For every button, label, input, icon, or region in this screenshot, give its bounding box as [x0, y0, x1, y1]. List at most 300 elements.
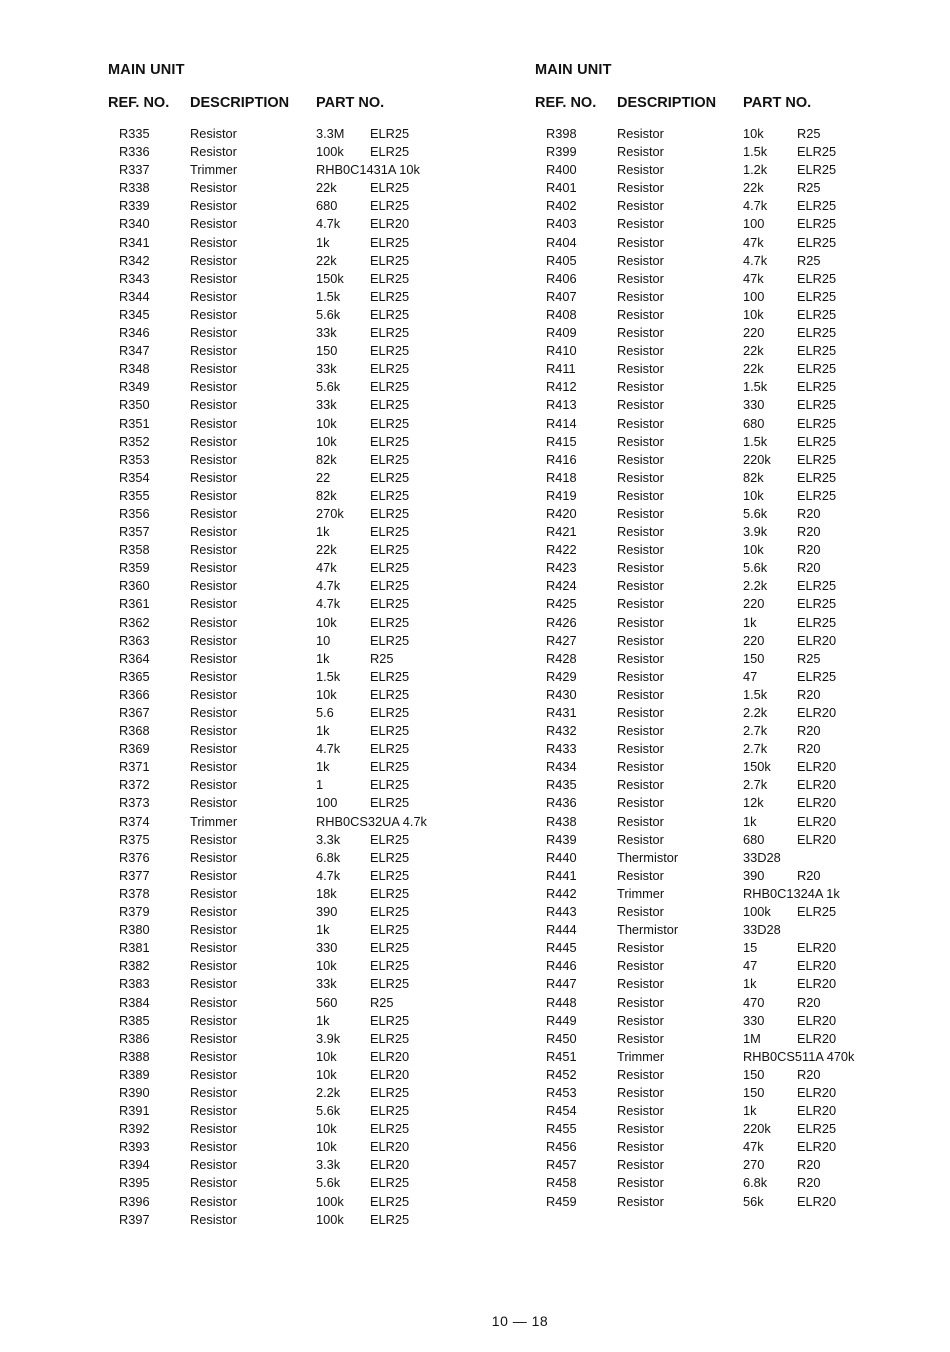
- table-row: [535, 686, 821, 704]
- description-cell: Resistor: [190, 958, 237, 974]
- table-row: [108, 957, 410, 975]
- table-row: [108, 360, 410, 378]
- part-type-cell: ELR25: [370, 705, 410, 720]
- part-value-cell: 150: [316, 343, 338, 359]
- part-value-cell: 10k: [316, 1139, 337, 1155]
- ref-no-cell: R438: [546, 813, 577, 829]
- table-row: [108, 1048, 410, 1066]
- part-type-cell: ELR25: [370, 379, 410, 395]
- part-value-cell: 6.8k: [743, 1175, 768, 1191]
- part-value-cell: 22k: [316, 252, 337, 268]
- description-cell: Resistor: [190, 270, 237, 286]
- part-type-cell: ELR25: [797, 162, 837, 178]
- description-cell: Resistor: [190, 976, 237, 992]
- table-row: [108, 740, 410, 758]
- table-row: [535, 595, 837, 613]
- table-row: [108, 614, 410, 632]
- part-type-cell: ELR20: [797, 958, 837, 974]
- part-type-cell: R25: [370, 650, 394, 666]
- part-value-cell: 1.5k: [316, 288, 341, 304]
- description-cell: Resistor: [190, 560, 237, 576]
- ref-no-cell: R412: [546, 379, 577, 395]
- part-value-cell: 3.3M: [316, 126, 345, 141]
- description-cell: Resistor: [190, 578, 237, 594]
- part-value-cell: 4.7k: [316, 596, 341, 612]
- ref-no-cell: R427: [546, 632, 577, 648]
- description-cell: Resistor: [190, 1030, 237, 1046]
- part-value-cell: 390: [743, 867, 765, 883]
- part-type-cell: ELR20: [797, 940, 837, 956]
- table-row: [108, 939, 410, 957]
- part-value-cell: 680: [316, 198, 338, 214]
- ref-no-cell: R409: [546, 325, 577, 341]
- part-value-cell: 18k: [316, 885, 337, 901]
- description-cell: Resistor: [190, 705, 237, 720]
- table-row: [108, 306, 410, 324]
- description-cell: Resistor: [617, 288, 664, 304]
- description-cell: Resistor: [190, 596, 237, 612]
- ref-no-cell: R419: [546, 487, 577, 503]
- description-cell: Resistor: [190, 885, 237, 901]
- part-type-cell: ELR25: [370, 505, 410, 521]
- part-value-cell: 150: [743, 1066, 765, 1082]
- part-type-cell: ELR25: [797, 614, 837, 630]
- ref-no-cell: R450: [546, 1030, 577, 1046]
- part-type-cell: ELR20: [797, 1139, 837, 1155]
- part-value-cell: 47k: [743, 270, 764, 286]
- part-value-cell: 33k: [316, 397, 337, 413]
- table-row: [535, 1174, 821, 1192]
- header-description: DESCRIPTION: [190, 95, 290, 111]
- part-type-cell: ELR20: [797, 632, 837, 648]
- table-row: [535, 215, 837, 233]
- description-cell: Resistor: [190, 1012, 237, 1028]
- part-value-cell: 3.3k: [316, 1157, 341, 1173]
- description-cell: Resistor: [617, 1012, 664, 1028]
- part-value-cell: 10k: [316, 958, 337, 974]
- part-value-cell: 12k: [743, 795, 764, 811]
- ref-no-cell: R361: [119, 596, 150, 612]
- part-type-cell: ELR25: [370, 180, 410, 196]
- description-cell: Trimmer: [617, 1048, 665, 1064]
- unit-title: MAIN UNIT: [535, 62, 612, 78]
- part-value-cell: 1k: [316, 650, 330, 666]
- ref-no-cell: R369: [119, 741, 150, 757]
- ref-no-cell: R366: [119, 686, 150, 702]
- part-value-cell: 1.5k: [743, 433, 768, 449]
- part-value-cell: 10k: [743, 487, 764, 503]
- table-row: [535, 957, 837, 975]
- ref-no-cell: R345: [119, 306, 150, 322]
- ref-no-cell: R413: [546, 397, 577, 413]
- ref-no-cell: R410: [546, 343, 577, 359]
- part-type-cell: ELR25: [370, 723, 410, 739]
- table-row: [108, 197, 410, 215]
- part-type-cell: ELR25: [370, 1012, 410, 1028]
- part-value-cell: 100k: [743, 904, 771, 920]
- description-cell: Resistor: [617, 270, 664, 286]
- description-cell: Trimmer: [617, 885, 665, 901]
- ref-no-cell: R364: [119, 650, 150, 666]
- part-type-cell: ELR25: [370, 596, 410, 612]
- table-row: [108, 143, 410, 161]
- ref-no-cell: R433: [546, 741, 577, 757]
- part-type-cell: ELR25: [370, 288, 410, 304]
- description-cell: Resistor: [190, 1211, 237, 1227]
- table-row: [535, 577, 837, 595]
- ref-no-cell: R376: [119, 849, 150, 865]
- part-type-cell: ELR25: [797, 487, 837, 503]
- part-value-cell: 22k: [316, 542, 337, 558]
- part-type-cell: ELR25: [370, 849, 410, 865]
- part-type-cell: ELR25: [370, 415, 410, 431]
- ref-no-cell: R350: [119, 397, 150, 413]
- ref-no-cell: R415: [546, 433, 577, 449]
- ref-no-cell: R371: [119, 759, 150, 775]
- table-row: [108, 722, 410, 740]
- description-cell: Resistor: [190, 252, 237, 268]
- part-value-cell: 220k: [743, 1121, 771, 1137]
- part-type-cell: ELR25: [370, 451, 410, 467]
- ref-no-cell: R458: [546, 1175, 577, 1191]
- part-value-cell: 33k: [316, 976, 337, 992]
- table-row: [535, 125, 821, 143]
- ref-no-cell: R408: [546, 306, 577, 322]
- table-row: [535, 433, 837, 451]
- part-type-cell: R20: [797, 542, 821, 558]
- ref-no-cell: R383: [119, 976, 150, 992]
- part-type-cell: ELR25: [370, 144, 410, 160]
- table-row: [535, 650, 821, 668]
- ref-no-cell: R420: [546, 505, 577, 521]
- table-row: [108, 270, 410, 288]
- part-value-cell: 33D28: [743, 849, 781, 865]
- ref-no-cell: R439: [546, 831, 577, 847]
- description-cell: Resistor: [190, 361, 237, 377]
- part-type-cell: R25: [797, 650, 821, 666]
- table-row: [108, 668, 410, 686]
- description-cell: Resistor: [190, 994, 237, 1010]
- table-row: [108, 487, 410, 505]
- ref-no-cell: R349: [119, 379, 150, 395]
- part-type-cell: ELR25: [370, 922, 410, 938]
- ref-no-cell: R363: [119, 632, 150, 648]
- part-type-cell: ELR25: [370, 542, 410, 558]
- part-value-cell: 1k: [743, 813, 757, 829]
- part-type-cell: R25: [797, 180, 821, 196]
- table-row: [535, 921, 781, 939]
- ref-no-cell: R405: [546, 252, 577, 268]
- description-cell: Resistor: [190, 686, 237, 702]
- header-ref-no: REF. NO.: [108, 95, 170, 111]
- part-type-cell: ELR25: [797, 596, 837, 612]
- description-cell: Resistor: [617, 487, 664, 503]
- ref-no-cell: R372: [119, 777, 150, 793]
- part-value-cell: 4.7k: [316, 867, 341, 883]
- ref-no-cell: R447: [546, 976, 577, 992]
- part-value-cell: 5.6: [316, 705, 334, 720]
- part-type-cell: ELR20: [797, 1012, 837, 1028]
- table-row: [535, 161, 837, 179]
- table-row: [535, 1066, 821, 1084]
- description-cell: Resistor: [617, 1103, 664, 1119]
- description-cell: Resistor: [190, 1175, 237, 1191]
- part-type-cell: ELR25: [797, 325, 837, 341]
- part-value-cell: 100k: [316, 1211, 344, 1227]
- ref-no-cell: R396: [119, 1193, 150, 1209]
- part-value-cell: 5.6k: [316, 379, 341, 395]
- table-row: [535, 939, 837, 957]
- table-row: [535, 668, 837, 686]
- part-value-cell: 390: [316, 904, 338, 920]
- part-type-cell: R25: [797, 252, 821, 268]
- part-value-cell: 220k: [743, 451, 771, 467]
- ref-no-cell: R425: [546, 596, 577, 612]
- description-cell: Resistor: [617, 306, 664, 322]
- table-row: [108, 234, 410, 252]
- description-cell: Resistor: [190, 144, 237, 160]
- part-type-cell: ELR25: [370, 831, 410, 847]
- ref-no-cell: R393: [119, 1139, 150, 1155]
- table-row: [535, 451, 837, 469]
- ref-no-cell: R336: [119, 144, 150, 160]
- part-value-cell: 4.7k: [316, 741, 341, 757]
- table-row: [108, 794, 410, 812]
- part-type-cell: ELR25: [370, 198, 410, 214]
- table-row: [535, 849, 781, 867]
- part-type-cell: ELR25: [370, 306, 410, 322]
- table-row: [108, 577, 410, 595]
- header-description: DESCRIPTION: [617, 95, 717, 111]
- part-type-cell: ELR25: [370, 1030, 410, 1046]
- table-row: [535, 415, 837, 433]
- part-value-cell: 47: [743, 668, 758, 684]
- part-value-cell: 6.8k: [316, 849, 341, 865]
- description-cell: Resistor: [617, 1139, 664, 1155]
- description-cell: Resistor: [190, 542, 237, 558]
- part-value-cell: 1.5k: [743, 686, 768, 702]
- ref-no-cell: R443: [546, 904, 577, 920]
- part-value-cell: 560: [316, 994, 338, 1010]
- ref-no-cell: R406: [546, 270, 577, 286]
- ref-no-cell: R444: [546, 922, 577, 938]
- part-type-cell: R20: [797, 560, 821, 576]
- table-row: [535, 324, 837, 342]
- part-type-cell: ELR25: [370, 252, 410, 268]
- ref-no-cell: R360: [119, 578, 150, 594]
- ref-no-cell: R391: [119, 1103, 150, 1119]
- part-type-cell: ELR25: [370, 741, 410, 757]
- table-row: [535, 975, 837, 993]
- part-value-cell: 1k: [316, 234, 330, 250]
- part-value-cell: 1k: [743, 614, 757, 630]
- part-value-cell: 1k: [743, 976, 757, 992]
- table-row: [535, 831, 837, 849]
- description-cell: Resistor: [190, 940, 237, 956]
- part-value-cell: 1.5k: [743, 144, 768, 160]
- table-row: [535, 505, 821, 523]
- part-type-cell: R20: [797, 505, 821, 521]
- parts-rows: [535, 125, 855, 1211]
- part-type-cell: ELR20: [797, 976, 837, 992]
- part-type-cell: ELR25: [797, 343, 837, 359]
- table-row: [535, 270, 837, 288]
- description-cell: Resistor: [190, 505, 237, 521]
- description-cell: Resistor: [190, 1103, 237, 1119]
- description-cell: Resistor: [190, 1121, 237, 1137]
- table-row: [108, 252, 410, 270]
- table-row: [108, 686, 410, 704]
- part-type-cell: ELR25: [370, 668, 410, 684]
- description-cell: Resistor: [190, 795, 237, 811]
- table-row: [108, 885, 410, 903]
- part-type-cell: R20: [797, 723, 821, 739]
- part-value-cell: 82k: [743, 469, 764, 485]
- part-value-cell: 10k: [743, 306, 764, 322]
- table-row: [535, 1084, 837, 1102]
- description-cell: Resistor: [617, 578, 664, 594]
- part-value-cell: 5.6k: [316, 306, 341, 322]
- part-type-cell: ELR25: [797, 1121, 837, 1137]
- part-type-cell: ELR20: [797, 759, 837, 775]
- ref-no-cell: R377: [119, 867, 150, 883]
- part-type-cell: ELR25: [797, 433, 837, 449]
- ref-no-cell: R367: [119, 705, 150, 720]
- table-row: [108, 161, 420, 179]
- ref-no-cell: R402: [546, 198, 577, 214]
- part-value-cell: 1: [316, 777, 324, 793]
- ref-no-cell: R453: [546, 1084, 577, 1100]
- table-row: [535, 704, 837, 722]
- part-type-cell: ELR25: [797, 379, 837, 395]
- table-row: [535, 396, 837, 414]
- part-value-cell: 56k: [743, 1193, 764, 1209]
- table-row: [108, 1102, 410, 1120]
- ref-no-cell: R380: [119, 922, 150, 938]
- table-row: [108, 758, 410, 776]
- part-type-cell: ELR25: [370, 958, 410, 974]
- part-type-cell: ELR20: [797, 1193, 837, 1209]
- ref-no-cell: R452: [546, 1066, 577, 1082]
- ref-no-cell: R441: [546, 867, 577, 883]
- description-cell: Resistor: [190, 397, 237, 413]
- table-row: [108, 1211, 410, 1229]
- part-value-cell: 22: [316, 469, 331, 485]
- description-cell: Resistor: [190, 1084, 237, 1100]
- part-type-cell: ELR25: [370, 325, 410, 341]
- description-cell: Resistor: [190, 650, 237, 666]
- description-cell: Resistor: [617, 958, 664, 974]
- ref-no-cell: R407: [546, 288, 577, 304]
- description-cell: Resistor: [190, 759, 237, 775]
- table-row: [535, 722, 821, 740]
- part-value-cell: 150: [743, 650, 765, 666]
- part-value-cell: 10k: [316, 1121, 337, 1137]
- description-cell: Resistor: [190, 632, 237, 648]
- ref-no-cell: R386: [119, 1030, 150, 1046]
- description-cell: Resistor: [617, 126, 664, 141]
- part-value-cell: RHB0CS511A 470k: [743, 1048, 855, 1064]
- part-value-cell: 22k: [743, 343, 764, 359]
- ref-no-cell: R422: [546, 542, 577, 558]
- table-row: [108, 632, 410, 650]
- ref-no-cell: R414: [546, 415, 577, 431]
- description-cell: Resistor: [617, 252, 664, 268]
- description-cell: Resistor: [190, 777, 237, 793]
- ref-no-cell: R341: [119, 234, 150, 250]
- part-value-cell: 15: [743, 940, 758, 956]
- part-value-cell: 10k: [743, 126, 764, 141]
- description-cell: Resistor: [190, 487, 237, 503]
- table-row: [535, 885, 840, 903]
- description-cell: Resistor: [190, 1048, 237, 1064]
- part-value-cell: 10k: [316, 415, 337, 431]
- table-row: [535, 740, 821, 758]
- description-cell: Resistor: [617, 415, 664, 431]
- table-row: [535, 306, 837, 324]
- description-cell: Resistor: [190, 1139, 237, 1155]
- ref-no-cell: R390: [119, 1084, 150, 1100]
- table-row: [535, 197, 837, 215]
- part-value-cell: 5.6k: [316, 1175, 341, 1191]
- part-value-cell: 680: [743, 831, 765, 847]
- table-row: [108, 1193, 410, 1211]
- part-type-cell: R20: [797, 1066, 821, 1082]
- ref-no-cell: R446: [546, 958, 577, 974]
- table-row: [535, 469, 837, 487]
- part-value-cell: 10k: [316, 614, 337, 630]
- ref-no-cell: R459: [546, 1193, 577, 1209]
- ref-no-cell: R347: [119, 343, 150, 359]
- part-value-cell: 47k: [316, 560, 337, 576]
- part-type-cell: ELR25: [370, 578, 410, 594]
- table-row: [108, 378, 410, 396]
- part-type-cell: ELR25: [370, 343, 410, 359]
- description-cell: Resistor: [617, 976, 664, 992]
- ref-no-cell: R451: [546, 1048, 577, 1064]
- description-cell: Resistor: [190, 1066, 237, 1082]
- part-type-cell: ELR25: [797, 288, 837, 304]
- description-cell: Resistor: [617, 1193, 664, 1209]
- ref-no-cell: R337: [119, 162, 150, 178]
- ref-no-cell: R358: [119, 542, 150, 558]
- part-value-cell: RHB0C1431A 10k: [316, 162, 420, 178]
- part-type-cell: ELR25: [797, 578, 837, 594]
- part-value-cell: 10k: [316, 433, 337, 449]
- table-row: [535, 776, 837, 794]
- part-value-cell: 4.7k: [316, 216, 341, 232]
- table-row: [108, 704, 410, 722]
- ref-no-cell: R401: [546, 180, 577, 196]
- part-type-cell: ELR25: [370, 433, 410, 449]
- ref-no-cell: R355: [119, 487, 150, 503]
- part-type-cell: ELR25: [797, 668, 837, 684]
- part-type-cell: ELR25: [797, 234, 837, 250]
- table-row: [108, 1012, 410, 1030]
- table-row: [535, 1030, 837, 1048]
- description-cell: Thermistor: [617, 849, 679, 865]
- table-row: [535, 1012, 837, 1030]
- part-type-cell: R25: [797, 126, 821, 141]
- table-row: [535, 523, 821, 541]
- part-value-cell: 2.7k: [743, 777, 768, 793]
- part-type-cell: R20: [797, 994, 821, 1010]
- description-cell: Resistor: [190, 325, 237, 341]
- ref-no-cell: R354: [119, 469, 150, 485]
- part-type-cell: ELR25: [370, 487, 410, 503]
- table-row: [108, 505, 410, 523]
- table-row: [535, 994, 821, 1012]
